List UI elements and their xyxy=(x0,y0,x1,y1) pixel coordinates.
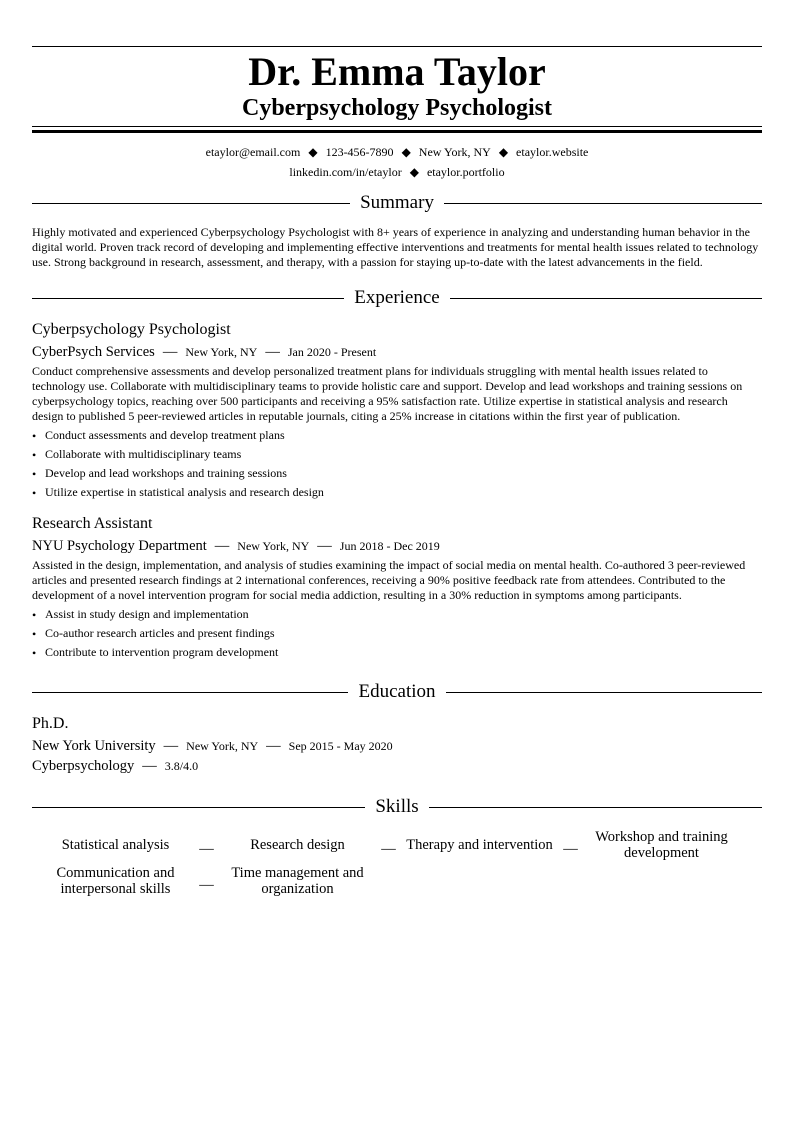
gpa: 3.8/4.0 xyxy=(164,759,199,773)
section-rule-left xyxy=(32,203,350,204)
experience-entry xyxy=(32,320,762,502)
diamond-separator-icon: ◆ xyxy=(498,145,509,159)
section-rule-left xyxy=(32,692,348,693)
job-location: New York, NY xyxy=(185,345,258,359)
contact-line-2 xyxy=(32,162,762,182)
degree: Ph.D. xyxy=(32,715,69,732)
dash-separator: — xyxy=(266,738,281,754)
contact-portfolio[interactable]: etaylor.portfolio xyxy=(426,165,505,179)
summary-text: Highly motivated and experienced Cyberpsychology Psychologist with 8+ years of experience in analyzing and understanding human behavior in the digital world. Proven track record of developing and implementing effective interventions and treatments for mental health issues related to technology use. Strong background in research, assessment, and therapy, with a passion for staying up-to-date with the latest advancements in the field. xyxy=(32,225,759,269)
dash-separator: — xyxy=(199,876,214,893)
list-item: • Co-author research articles and present findings xyxy=(32,624,762,643)
school-name: New York University xyxy=(32,738,156,754)
education-meta xyxy=(32,736,762,756)
job-description: Assisted in the design, implementation, and analysis of studies examining the impact of social media on mental health. Co-authored 3 peer-reviewed articles and presented research findings at 2 international conferences, receiving a 90% positive feedback rate from attendees. Contributed to the development of a novel intervention program for social media addiction, resulting in a 30% reduction in symptoms among participants. xyxy=(32,558,746,602)
education-field-row xyxy=(32,756,762,776)
education-section-header xyxy=(32,679,762,705)
dash-separator: — xyxy=(142,758,157,774)
job-description: Conduct comprehensive assessments and develop personalized treatment plans for individuals struggling with mental health issues related to technology use. Collaborate with multidisciplinary teams to provide holistic care and support. Develop and lead workshops and training sessions on cyberpsychology topics, reaching over 500 participants and receiving a 95% satisfaction rate. Utilize expertise in statistical analysis and research design to published 5 peer-reviewed articles in reputable journals, citing a 25% increase in citations within the first year of publication. xyxy=(32,364,743,423)
job-title: Cyberpsychology Psychologist xyxy=(32,321,231,338)
skill-item: Statistical analysis xyxy=(61,837,170,853)
dash-separator: — xyxy=(163,738,179,754)
experience-entry xyxy=(32,514,762,662)
job-meta xyxy=(32,342,762,362)
summary-heading: Summary xyxy=(360,192,434,213)
education-entry xyxy=(32,714,762,776)
list-item: • Collaborate with multidisciplinary teams xyxy=(32,445,762,464)
section-rule-left xyxy=(32,298,344,299)
job-meta xyxy=(32,536,762,556)
header-thin-rule xyxy=(32,126,762,127)
contact-phone[interactable]: 123-456-7890 xyxy=(325,145,394,159)
job-bullets xyxy=(32,426,762,502)
job-dates: Jan 2020 - Present xyxy=(287,345,377,359)
section-rule-right xyxy=(444,203,762,204)
section-rule-right xyxy=(429,807,762,808)
contact-website[interactable]: etaylor.website xyxy=(516,145,589,159)
dash-separator: — xyxy=(265,344,280,360)
header-bottom-rules xyxy=(32,126,762,133)
dash-separator: — xyxy=(381,840,396,857)
summary-section-header xyxy=(32,190,762,216)
job-company: CyberPsych Services xyxy=(32,344,155,360)
contact-block xyxy=(32,142,762,182)
dash-separator: — xyxy=(199,840,214,857)
job-dates: Jun 2018 - Dec 2019 xyxy=(339,539,440,553)
skill-item: Research design xyxy=(250,837,345,853)
contact-line-1 xyxy=(32,142,762,162)
list-item: • Conduct assessments and develop treatment plans xyxy=(32,426,762,445)
dash-separator: — xyxy=(317,538,332,554)
skill-item: Communication and interpersonal skills xyxy=(56,865,175,897)
contact-location: New York, NY xyxy=(418,145,491,159)
section-rule-right xyxy=(446,692,762,693)
header-top-rule xyxy=(32,46,762,47)
education-dates: Sep 2015 - May 2020 xyxy=(288,739,393,753)
candidate-name: Dr. Emma Taylor xyxy=(248,49,546,94)
skills-grid xyxy=(32,829,762,897)
header-thick-rule xyxy=(32,130,762,133)
experience-section-header xyxy=(32,285,762,311)
section-rule-right xyxy=(450,298,762,299)
school-location: New York, NY xyxy=(186,739,259,753)
diamond-separator-icon: ◆ xyxy=(401,145,411,159)
job-bullets xyxy=(32,605,762,662)
skill-item: Workshop and training development xyxy=(595,829,728,861)
list-item: • Assist in study design and implementation xyxy=(32,605,762,624)
dash-separator: — xyxy=(162,344,178,360)
list-item: • Develop and lead workshops and training sessions xyxy=(32,464,762,483)
diamond-separator-icon: ◆ xyxy=(308,145,318,159)
field-of-study: Cyberpsychology xyxy=(32,758,135,774)
list-item: • Utilize expertise in statistical analysis and research design xyxy=(32,483,762,502)
skills-section-header xyxy=(32,794,762,820)
job-title: Research Assistant xyxy=(32,515,153,532)
candidate-title: Cyberpsychology Psychologist xyxy=(241,95,552,121)
skills-heading: Skills xyxy=(375,796,419,817)
skill-item: Therapy and intervention xyxy=(406,837,553,853)
experience-heading: Experience xyxy=(354,287,440,308)
contact-email[interactable]: etaylor@email.com xyxy=(205,145,301,159)
diamond-separator-icon: ◆ xyxy=(409,165,419,179)
resume-page xyxy=(32,46,762,897)
education-heading: Education xyxy=(358,681,436,702)
skill-item: Time management and organization xyxy=(231,865,364,897)
list-item: • Contribute to intervention program development xyxy=(32,643,762,662)
job-company: NYU Psychology Department xyxy=(32,538,207,554)
section-rule-left xyxy=(32,807,365,808)
job-location: New York, NY xyxy=(237,539,310,553)
dash-separator: — xyxy=(214,538,230,554)
dash-separator: — xyxy=(563,840,578,857)
contact-linkedin[interactable]: linkedin.com/in/etaylor xyxy=(289,165,402,179)
